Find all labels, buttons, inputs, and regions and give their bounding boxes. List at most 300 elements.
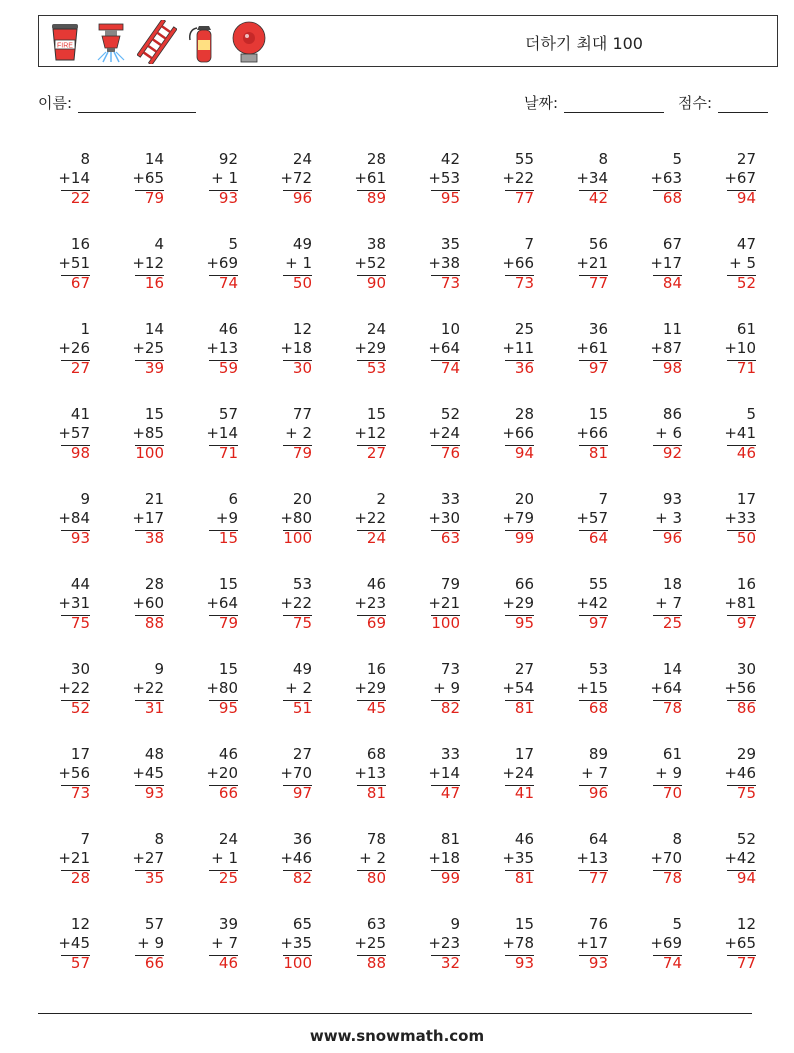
first-addend: 15 — [588, 405, 608, 423]
second-addend: +13 — [206, 339, 238, 357]
problem — [556, 573, 630, 643]
score-field[interactable] — [678, 92, 768, 113]
sum-line — [135, 785, 164, 786]
second-addend: +69 — [650, 934, 682, 952]
sum-line — [431, 190, 460, 191]
answer: 57 — [70, 954, 90, 972]
problem — [704, 828, 778, 898]
sum-line — [505, 360, 534, 361]
second-addend: +42 — [576, 594, 608, 612]
answer: 25 — [662, 614, 682, 632]
problem — [482, 233, 556, 303]
problem — [704, 658, 778, 728]
sum-line — [135, 955, 164, 956]
second-addend: +34 — [576, 169, 608, 187]
first-addend: 7 — [80, 830, 90, 848]
sum-line — [209, 530, 238, 531]
second-addend: +45 — [58, 934, 90, 952]
sum-line — [727, 360, 756, 361]
sum-line — [61, 955, 90, 956]
first-addend: 53 — [292, 575, 312, 593]
second-addend: +51 — [58, 254, 90, 272]
first-addend: 17 — [736, 490, 756, 508]
first-addend: 89 — [588, 745, 608, 763]
answer: 95 — [514, 614, 534, 632]
first-addend: 12 — [292, 320, 312, 338]
second-addend: +41 — [724, 424, 756, 442]
sum-line — [431, 445, 460, 446]
problem — [38, 403, 112, 473]
answer: 100 — [283, 954, 312, 972]
answer: 39 — [144, 359, 164, 377]
sum-line — [135, 615, 164, 616]
problem — [556, 828, 630, 898]
first-addend: 78 — [366, 830, 386, 848]
answer: 68 — [662, 189, 682, 207]
second-addend: +17 — [576, 934, 608, 952]
answer: 75 — [736, 784, 756, 802]
sum-line — [579, 530, 608, 531]
first-addend: 53 — [588, 660, 608, 678]
sum-line — [135, 530, 164, 531]
answer: 79 — [144, 189, 164, 207]
first-addend: 81 — [440, 830, 460, 848]
problem — [186, 573, 260, 643]
second-addend: +21 — [58, 849, 90, 867]
sum-line — [579, 870, 608, 871]
answer: 94 — [736, 869, 756, 887]
sum-line — [505, 445, 534, 446]
answer: 100 — [431, 614, 460, 632]
sum-line — [283, 615, 312, 616]
second-addend: + 2 — [285, 424, 312, 442]
answer: 96 — [662, 529, 682, 547]
bucket-label: FIRE — [57, 42, 73, 50]
icon-strip — [45, 20, 269, 64]
answer: 88 — [144, 614, 164, 632]
sum-line — [61, 275, 90, 276]
sum-line — [135, 275, 164, 276]
second-addend: +69 — [206, 254, 238, 272]
second-addend: + 7 — [211, 934, 238, 952]
second-addend: +29 — [502, 594, 534, 612]
first-addend: 8 — [598, 150, 608, 168]
answer: 79 — [292, 444, 312, 462]
problem — [482, 743, 556, 813]
first-addend: 12 — [736, 915, 756, 933]
first-addend: 56 — [588, 235, 608, 253]
first-addend: 36 — [292, 830, 312, 848]
first-addend: 15 — [218, 660, 238, 678]
problem — [112, 148, 186, 218]
sum-line — [431, 530, 460, 531]
sum-line — [209, 785, 238, 786]
answer: 42 — [588, 189, 608, 207]
sum-line — [357, 445, 386, 446]
problem — [112, 743, 186, 813]
problem — [260, 488, 334, 558]
problem — [186, 488, 260, 558]
answer: 81 — [588, 444, 608, 462]
problem — [408, 148, 482, 218]
problem — [630, 403, 704, 473]
first-addend: 15 — [366, 405, 386, 423]
first-addend: 1 — [80, 320, 90, 338]
problem — [408, 403, 482, 473]
answer: 64 — [588, 529, 608, 547]
answer: 27 — [70, 359, 90, 377]
sum-line — [505, 530, 534, 531]
problem — [408, 233, 482, 303]
problem — [260, 318, 334, 388]
answer: 97 — [588, 359, 608, 377]
first-addend: 10 — [440, 320, 460, 338]
second-addend: +67 — [724, 169, 756, 187]
first-addend: 57 — [144, 915, 164, 933]
sum-line — [431, 360, 460, 361]
problem — [408, 913, 482, 983]
problem — [186, 318, 260, 388]
answer: 66 — [144, 954, 164, 972]
sum-line — [505, 955, 534, 956]
sum-line — [283, 785, 312, 786]
answer: 73 — [440, 274, 460, 292]
sum-line — [209, 275, 238, 276]
date-label: 날짜: — [524, 94, 559, 112]
answer: 74 — [218, 274, 238, 292]
sum-line — [135, 700, 164, 701]
problem — [556, 658, 630, 728]
sum-line — [727, 785, 756, 786]
first-addend: 33 — [440, 745, 460, 763]
problem — [630, 233, 704, 303]
first-addend: 61 — [736, 320, 756, 338]
name-label: 이름: — [38, 94, 73, 112]
problem — [704, 403, 778, 473]
answer: 93 — [144, 784, 164, 802]
problem — [482, 913, 556, 983]
answer: 79 — [218, 614, 238, 632]
second-addend: +87 — [650, 339, 682, 357]
second-addend: +17 — [132, 509, 164, 527]
first-addend: 28 — [514, 405, 534, 423]
second-addend: + 9 — [137, 934, 164, 952]
problem — [704, 233, 778, 303]
first-addend: 16 — [366, 660, 386, 678]
sum-line — [61, 190, 90, 191]
problem — [38, 318, 112, 388]
sum-line — [505, 870, 534, 871]
problem — [112, 828, 186, 898]
answer: 25 — [218, 869, 238, 887]
first-addend: 17 — [70, 745, 90, 763]
answer: 51 — [292, 699, 312, 717]
answer: 41 — [514, 784, 534, 802]
answer: 32 — [440, 954, 460, 972]
page-title: 더하기 최대 100 — [525, 34, 643, 53]
first-addend: 67 — [662, 235, 682, 253]
first-addend: 79 — [440, 575, 460, 593]
second-addend: + 5 — [729, 254, 756, 272]
problem — [112, 658, 186, 728]
sum-line — [505, 615, 534, 616]
answer: 77 — [588, 274, 608, 292]
first-addend: 48 — [144, 745, 164, 763]
answer: 98 — [662, 359, 682, 377]
sum-line — [61, 870, 90, 871]
problem — [556, 403, 630, 473]
problem — [334, 743, 408, 813]
score-blank[interactable] — [718, 96, 768, 113]
first-addend: 93 — [662, 490, 682, 508]
sum-line — [209, 870, 238, 871]
sum-line — [653, 955, 682, 956]
second-addend: +10 — [724, 339, 756, 357]
answer: 93 — [514, 954, 534, 972]
first-addend: 42 — [440, 150, 460, 168]
first-addend: 66 — [514, 575, 534, 593]
second-addend: +64 — [428, 339, 460, 357]
answer: 15 — [218, 529, 238, 547]
sum-line — [283, 445, 312, 446]
problem — [482, 148, 556, 218]
problem — [482, 318, 556, 388]
first-addend: 17 — [514, 745, 534, 763]
sum-line — [579, 615, 608, 616]
second-addend: +17 — [650, 254, 682, 272]
first-addend: 5 — [672, 150, 682, 168]
second-addend: + 1 — [211, 169, 238, 187]
second-addend: +35 — [502, 849, 534, 867]
answer: 77 — [514, 189, 534, 207]
problem — [482, 488, 556, 558]
second-addend: +22 — [354, 509, 386, 527]
answer: 96 — [588, 784, 608, 802]
answer: 52 — [736, 274, 756, 292]
problem — [334, 658, 408, 728]
sum-line — [727, 445, 756, 446]
answer: 52 — [70, 699, 90, 717]
first-addend: 2 — [376, 490, 386, 508]
sum-line — [135, 360, 164, 361]
answer: 93 — [218, 189, 238, 207]
problem — [630, 488, 704, 558]
problem — [186, 148, 260, 218]
answer: 77 — [588, 869, 608, 887]
problem — [38, 148, 112, 218]
problem — [704, 488, 778, 558]
problem — [334, 913, 408, 983]
problem — [482, 573, 556, 643]
problem — [186, 913, 260, 983]
sum-line — [579, 700, 608, 701]
first-addend: 49 — [292, 660, 312, 678]
sum-line — [579, 360, 608, 361]
problem — [112, 488, 186, 558]
sum-line — [61, 700, 90, 701]
first-addend: 27 — [736, 150, 756, 168]
second-addend: +35 — [280, 934, 312, 952]
first-addend: 14 — [662, 660, 682, 678]
first-addend: 46 — [218, 745, 238, 763]
answer: 97 — [292, 784, 312, 802]
problem — [112, 318, 186, 388]
sum-line — [357, 275, 386, 276]
name-field[interactable] — [38, 92, 196, 113]
sum-line — [357, 360, 386, 361]
answer: 63 — [440, 529, 460, 547]
first-addend: 15 — [218, 575, 238, 593]
second-addend: +30 — [428, 509, 460, 527]
sum-line — [653, 785, 682, 786]
sum-line — [61, 530, 90, 531]
problem — [482, 403, 556, 473]
first-addend: 4 — [154, 235, 164, 253]
problem — [556, 488, 630, 558]
first-addend: 16 — [70, 235, 90, 253]
sum-line — [209, 445, 238, 446]
sum-line — [283, 870, 312, 871]
problem — [260, 148, 334, 218]
first-addend: 25 — [514, 320, 534, 338]
answer: 35 — [144, 869, 164, 887]
answer: 67 — [70, 274, 90, 292]
answer: 94 — [514, 444, 534, 462]
second-addend: +80 — [280, 509, 312, 527]
sum-line — [579, 955, 608, 956]
second-addend: +66 — [502, 254, 534, 272]
second-addend: + 7 — [655, 594, 682, 612]
first-addend: 47 — [736, 235, 756, 253]
answer: 100 — [283, 529, 312, 547]
second-addend: +79 — [502, 509, 534, 527]
answer: 77 — [736, 954, 756, 972]
answer: 16 — [144, 274, 164, 292]
sum-line — [579, 190, 608, 191]
problem — [186, 743, 260, 813]
second-addend: +23 — [354, 594, 386, 612]
sum-line — [727, 870, 756, 871]
second-addend: +60 — [132, 594, 164, 612]
first-addend: 52 — [736, 830, 756, 848]
first-addend: 28 — [366, 150, 386, 168]
answer: 50 — [736, 529, 756, 547]
first-addend: 5 — [746, 405, 756, 423]
problem — [334, 403, 408, 473]
answer: 86 — [736, 699, 756, 717]
sum-line — [61, 785, 90, 786]
second-addend: +56 — [724, 679, 756, 697]
second-addend: +29 — [354, 679, 386, 697]
problem — [556, 913, 630, 983]
problem — [38, 573, 112, 643]
answer: 84 — [662, 274, 682, 292]
second-addend: +23 — [428, 934, 460, 952]
problem — [186, 403, 260, 473]
answer: 94 — [736, 189, 756, 207]
sum-line — [431, 275, 460, 276]
second-addend: +31 — [58, 594, 90, 612]
second-addend: +66 — [576, 424, 608, 442]
answer: 73 — [514, 274, 534, 292]
second-addend: +29 — [354, 339, 386, 357]
problem — [556, 743, 630, 813]
ladder-icon — [137, 20, 177, 64]
first-addend: 49 — [292, 235, 312, 253]
sum-line — [357, 190, 386, 191]
date-blank[interactable] — [564, 96, 664, 113]
answer: 38 — [144, 529, 164, 547]
second-addend: +64 — [206, 594, 238, 612]
sum-line — [357, 955, 386, 956]
second-addend: +65 — [132, 169, 164, 187]
problem — [630, 743, 704, 813]
second-addend: + 1 — [285, 254, 312, 272]
second-addend: +22 — [58, 679, 90, 697]
answer: 74 — [662, 954, 682, 972]
first-addend: 14 — [144, 150, 164, 168]
second-addend: +42 — [724, 849, 756, 867]
second-addend: +22 — [280, 594, 312, 612]
sum-line — [653, 615, 682, 616]
second-addend: +78 — [502, 934, 534, 952]
sum-line — [209, 700, 238, 701]
problem — [630, 913, 704, 983]
problem — [260, 828, 334, 898]
problem — [260, 743, 334, 813]
first-addend: 5 — [228, 235, 238, 253]
problem — [704, 148, 778, 218]
name-blank[interactable] — [78, 96, 196, 113]
second-addend: + 3 — [655, 509, 682, 527]
problem — [334, 148, 408, 218]
sum-line — [727, 190, 756, 191]
second-addend: +21 — [428, 594, 460, 612]
second-addend: +25 — [132, 339, 164, 357]
second-addend: +46 — [724, 764, 756, 782]
date-field[interactable] — [524, 92, 664, 113]
sum-line — [653, 445, 682, 446]
problem — [112, 403, 186, 473]
first-addend: 65 — [292, 915, 312, 933]
answer: 28 — [70, 869, 90, 887]
answer: 81 — [514, 699, 534, 717]
answer: 97 — [736, 614, 756, 632]
answer: 93 — [588, 954, 608, 972]
second-addend: +66 — [502, 424, 534, 442]
answer: 71 — [736, 359, 756, 377]
answer: 92 — [662, 444, 682, 462]
first-addend: 55 — [588, 575, 608, 593]
answer: 71 — [218, 444, 238, 462]
first-addend: 44 — [70, 575, 90, 593]
second-addend: +61 — [576, 339, 608, 357]
first-addend: 21 — [144, 490, 164, 508]
answer: 46 — [218, 954, 238, 972]
problem — [408, 318, 482, 388]
first-addend: 39 — [218, 915, 238, 933]
problem — [630, 573, 704, 643]
problem — [704, 743, 778, 813]
answer: 82 — [292, 869, 312, 887]
second-addend: +9 — [215, 509, 238, 527]
sum-line — [653, 190, 682, 191]
problem — [186, 233, 260, 303]
sum-line — [283, 275, 312, 276]
first-addend: 38 — [366, 235, 386, 253]
problem — [260, 403, 334, 473]
sum-line — [283, 190, 312, 191]
